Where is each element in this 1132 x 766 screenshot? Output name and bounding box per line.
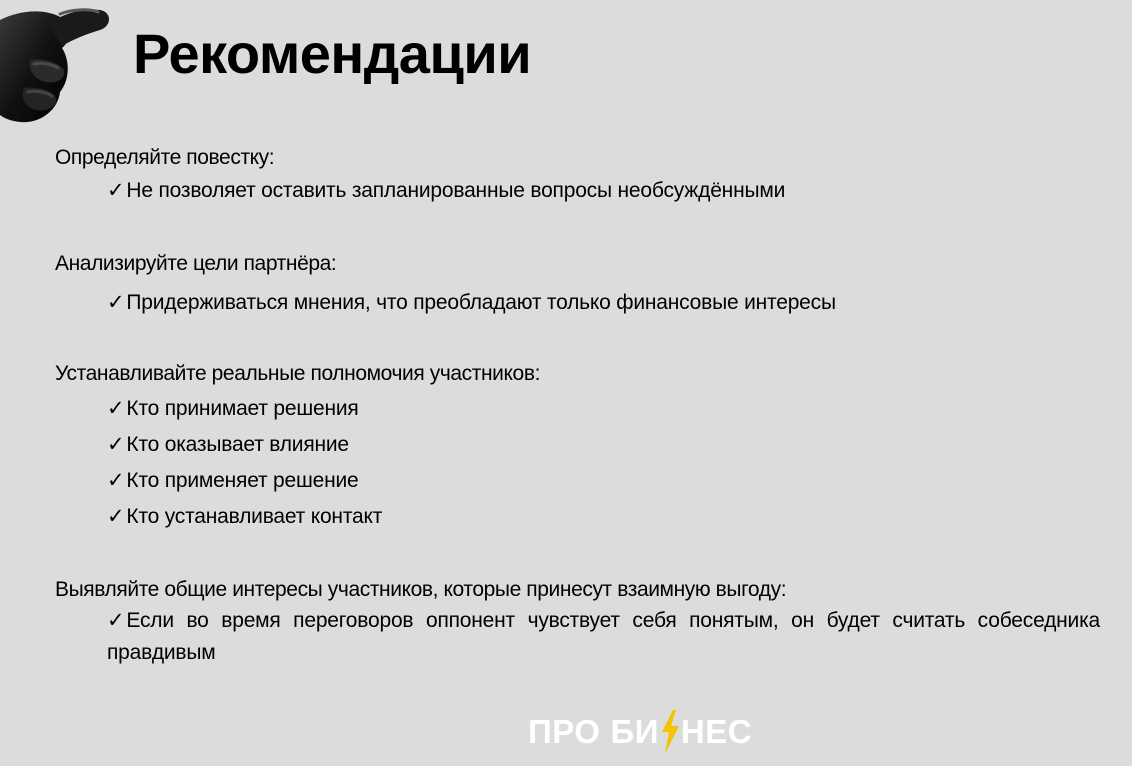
logo-text-part2: БИ bbox=[610, 713, 659, 750]
checklist bbox=[55, 173, 1100, 209]
check-icon: ✓ bbox=[107, 433, 125, 456]
section-partner-goals bbox=[55, 251, 1100, 321]
check-icon: ✓ bbox=[107, 397, 125, 420]
logo-text-part3: НЕС bbox=[680, 713, 753, 750]
lightning-bolt-icon bbox=[659, 710, 681, 754]
checklist bbox=[55, 605, 1100, 669]
checklist-item-text: Если во время переговоров оппонент чувствует себя понятым, он будет считать собеседника правдивым bbox=[107, 609, 1100, 664]
checklist-item-text: Кто устанавливает контакт bbox=[126, 505, 383, 528]
checklist-item bbox=[107, 427, 1100, 463]
check-icon: ✓ bbox=[107, 469, 125, 492]
section-heading: Устанавливайте реальные полномочия участников: bbox=[55, 362, 541, 385]
logo-text-part1: ПРО bbox=[528, 713, 601, 750]
check-icon: ✓ bbox=[107, 505, 125, 528]
section-agenda bbox=[55, 145, 1100, 209]
check-icon: ✓ bbox=[107, 291, 125, 314]
checklist-item bbox=[107, 605, 1100, 669]
checklist-item-text: Не позволяет оставить запланированные вопросы необсуждёнными bbox=[126, 179, 786, 202]
check-icon: ✓ bbox=[107, 179, 125, 202]
checklist-item-text: Кто применяет решение bbox=[126, 469, 359, 492]
brand-logo bbox=[528, 710, 752, 754]
checklist bbox=[55, 391, 1100, 535]
section-authority bbox=[55, 361, 1100, 535]
checklist-item bbox=[107, 463, 1100, 499]
checklist-item-text: Придерживаться мнения, что преобладают только финансовые интересы bbox=[126, 291, 836, 314]
checklist-item bbox=[107, 173, 1100, 209]
checklist-item bbox=[107, 391, 1100, 427]
checklist-item-text: Кто принимает решения bbox=[126, 397, 359, 420]
checklist-item-text: Кто оказывает влияние bbox=[126, 433, 349, 456]
pointing-hand-icon bbox=[0, 0, 120, 130]
section-heading: Анализируйте цели партнёра: bbox=[55, 252, 337, 275]
checklist-item bbox=[107, 499, 1100, 535]
section-heading: Выявляйте общие интересы участников, которые принесут взаимную выгоду: bbox=[55, 578, 787, 601]
recommendations-list bbox=[55, 145, 1100, 669]
section-common-interests bbox=[55, 577, 1100, 669]
checklist-item bbox=[107, 285, 1100, 321]
check-icon: ✓ bbox=[107, 609, 125, 632]
page-title: Рекомендации bbox=[133, 22, 532, 85]
section-heading: Определяйте повестку: bbox=[55, 146, 275, 169]
checklist bbox=[55, 285, 1100, 321]
